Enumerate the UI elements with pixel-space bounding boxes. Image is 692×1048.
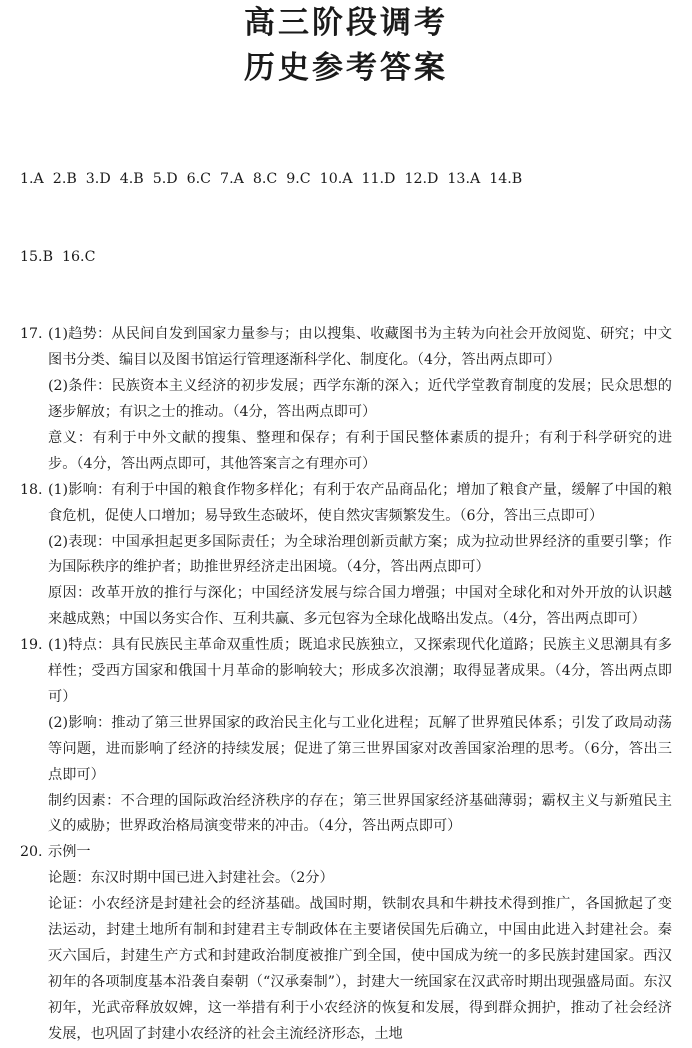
page-title: 高三阶段调考 xyxy=(244,5,448,41)
answer-paragraph: 制约因素：不合理的国际政治经济秩序的存在；第三世界国家经济基础薄弱；霸权主义与新殖民主义的威胁；世界政治格局演变带来的冲击。（4分，答出两点即可） xyxy=(48,792,672,835)
answer-paragraph: 示例一 xyxy=(48,844,91,861)
answer-paragraph: 论证：小农经济是封建社会的经济基础。战国时期，铁制农具和牛耕技术得到推广，各国掀起了变法运动，封建土地所有制和封建君主专制政体在主要诸侯国先后确立，中国由此进入封建社会。秦灭六国后，封建生产方式和封建政治制度被推广到全国，使中国成为统一的多民族封建国家。西汉初年的各项制度基本沿袭自秦朝（“汉承秦制”），封建大一统国家在汉武帝时期出现强盛局面。东汉初年，光武帝释放奴婢，这一举措有利于小农经济的恢复和发展，得到群众拥护，推动了社会经济发展，也巩固了封建小农经济的社会主流经济形态，土地 xyxy=(48,896,672,1042)
choice-answers-line-1: 1.A 2.B 3.D 4.B 5.D 6.C 7.A 8.C 9.C 10.A 11.D 12.D 13.A 14.B xyxy=(20,170,523,187)
question-number: 18. xyxy=(20,481,43,498)
question-number: 19. xyxy=(20,637,43,654)
question-20 xyxy=(20,840,672,1047)
question-18 xyxy=(20,478,672,633)
question-number: 20. xyxy=(20,844,43,861)
answer-paragraph: 意义：有利于中外文献的搜集、整理和保存；有利于国民整体素质的提升；有利于科学研究的进步。（4分，答出两点即可，其他答案言之有理亦可） xyxy=(48,429,672,472)
answer-paragraph: (2)表现：中国承担起更多国际责任；为全球治理创新贡献方案；成为拉动世界经济的重要引擎；作为国际秩序的维护者；助推世界经济走出困境。（4分，答出两点即可） xyxy=(48,533,672,576)
answer-paragraph: (2)影响：推动了第三世界国家的政治民主化与工业化进程；瓦解了世界殖民体系；引发了政局动荡等问题，进而影响了经济的持续发展；促进了第三世界国家对改善国家治理的思考。（6分，答出三点即可） xyxy=(48,714,672,783)
answer-content xyxy=(20,115,672,1048)
question-number: 17. xyxy=(20,326,43,343)
answer-paragraph: (1)趋势：从民间自发到国家力量参与；由以搜集、收藏图书为主转为向社会开放阅览、研究；中文图书分类、编目以及图书馆运行管理逐渐科学化、制度化。（4分，答出两点即可） xyxy=(48,326,672,369)
question-17 xyxy=(20,322,672,477)
choice-answers xyxy=(20,115,672,322)
answer-paragraph: 论题：东汉时期中国已进入封建社会。（2分） xyxy=(48,870,334,887)
question-19 xyxy=(20,633,672,840)
answer-paragraph: 原因：改革开放的推行与深化；中国经济发展与综合国力增强；中国对全球化和对外开放的认识越来越成熟；中国以务实合作、互利共赢、多元包容为全球化战略出发点。（4分，答出两点即可） xyxy=(48,585,672,628)
answer-paragraph: (2)条件：民族资本主义经济的初步发展；西学东渐的深入；近代学堂教育制度的发展；民众思想的逐步解放；有识之士的推动。（4分，答出两点即可） xyxy=(48,378,672,420)
page-subtitle: 历史参考答案 xyxy=(244,50,448,86)
answer-paragraph: (1)影响：有利于中国的粮食作物多样化；有利于农产品商品化；增加了粮食产量，缓解了中国的粮食危机，促使人口增加；易导致生态破坏，使自然灾害频繁发生。（6分，答出三点即可） xyxy=(48,481,672,524)
choice-answers-line-2: 15.B 16.C xyxy=(20,248,96,265)
answer-paragraph: (1)特点：具有民族民主革命双重性质；既追求民族独立，又探索现代化道路；民族主义思潮具有多样性；受西方国家和俄国十月革命的影响较大；形成多次浪潮；取得显著成果。（4分，答出两点即可） xyxy=(48,637,672,705)
